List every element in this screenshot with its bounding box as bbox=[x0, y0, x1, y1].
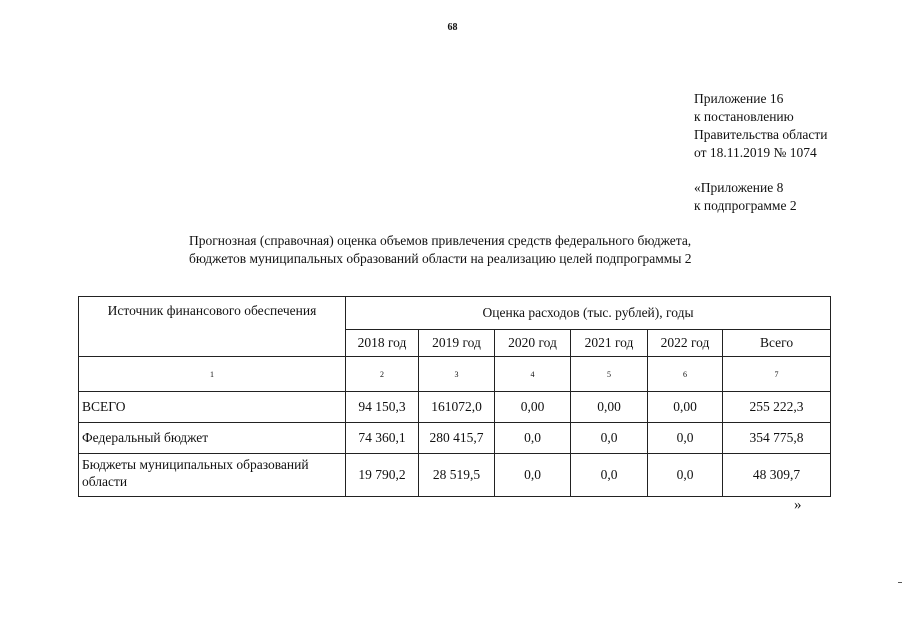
table-row bbox=[79, 454, 831, 497]
row-value: 0,0 bbox=[495, 423, 571, 454]
header-year: 2020 год bbox=[495, 330, 571, 357]
column-number: 6 bbox=[648, 357, 723, 392]
appendix-line: Правительства области bbox=[694, 127, 828, 142]
header-estimate: Оценка расходов (тыс. рублей), годы bbox=[346, 297, 831, 330]
column-number: 4 bbox=[495, 357, 571, 392]
column-number: 5 bbox=[571, 357, 648, 392]
document-title bbox=[189, 232, 692, 268]
column-number: 1 bbox=[79, 357, 346, 392]
row-value: 0,00 bbox=[571, 392, 648, 423]
row-value: 19 790,2 bbox=[346, 454, 419, 497]
sub-appendix-line: «Приложение 8 bbox=[694, 180, 784, 195]
title-line: Прогнозная (справочная) оценка объемов привлечения средств федерального бюджета, bbox=[189, 233, 692, 248]
row-value: 0,00 bbox=[495, 392, 571, 423]
row-value: 74 360,1 bbox=[346, 423, 419, 454]
row-total: 48 309,7 bbox=[723, 454, 831, 497]
header-year: 2019 год bbox=[419, 330, 495, 357]
scan-mark bbox=[898, 582, 902, 583]
row-value: 280 415,7 bbox=[419, 423, 495, 454]
header-year: 2018 год bbox=[346, 330, 419, 357]
row-value: 94 150,3 bbox=[346, 392, 419, 423]
row-value: 0,0 bbox=[648, 423, 723, 454]
financing-table bbox=[78, 296, 831, 497]
row-value: 0,0 bbox=[648, 454, 723, 497]
table-row bbox=[79, 423, 831, 454]
title-line: бюджетов муниципальных образований области на реализацию целей подпрограммы 2 bbox=[189, 251, 692, 266]
header-source: Источник финансового обеспечения bbox=[79, 297, 346, 357]
column-number: 7 bbox=[723, 357, 831, 392]
column-number: 3 bbox=[419, 357, 495, 392]
row-total: 354 775,8 bbox=[723, 423, 831, 454]
row-label: ВСЕГО bbox=[79, 392, 346, 423]
column-number-row bbox=[79, 357, 831, 392]
appendix-line: к постановлению bbox=[694, 109, 794, 124]
row-value: 0,0 bbox=[571, 454, 648, 497]
row-value: 28 519,5 bbox=[419, 454, 495, 497]
appendix-line: Приложение 16 bbox=[694, 91, 784, 106]
row-value: 0,0 bbox=[571, 423, 648, 454]
row-total: 255 222,3 bbox=[723, 392, 831, 423]
header-year: 2021 год bbox=[571, 330, 648, 357]
row-label: Федеральный бюджет bbox=[79, 423, 346, 454]
header-total: Всего bbox=[723, 330, 831, 357]
table-row bbox=[79, 392, 831, 423]
appendix-block bbox=[694, 90, 827, 215]
row-value: 161072,0 bbox=[419, 392, 495, 423]
row-value: 0,0 bbox=[495, 454, 571, 497]
column-number: 2 bbox=[346, 357, 419, 392]
row-value: 0,00 bbox=[648, 392, 723, 423]
sub-appendix-line: к подпрограмме 2 bbox=[694, 198, 797, 213]
header-year: 2022 год bbox=[648, 330, 723, 357]
page-number: 68 bbox=[447, 22, 458, 33]
appendix-line: от 18.11.2019 № 1074 bbox=[694, 145, 817, 160]
appendix-gap bbox=[694, 162, 827, 179]
closing-quote: » bbox=[794, 497, 802, 513]
row-label: Бюджеты муниципальных образований области bbox=[79, 454, 346, 497]
